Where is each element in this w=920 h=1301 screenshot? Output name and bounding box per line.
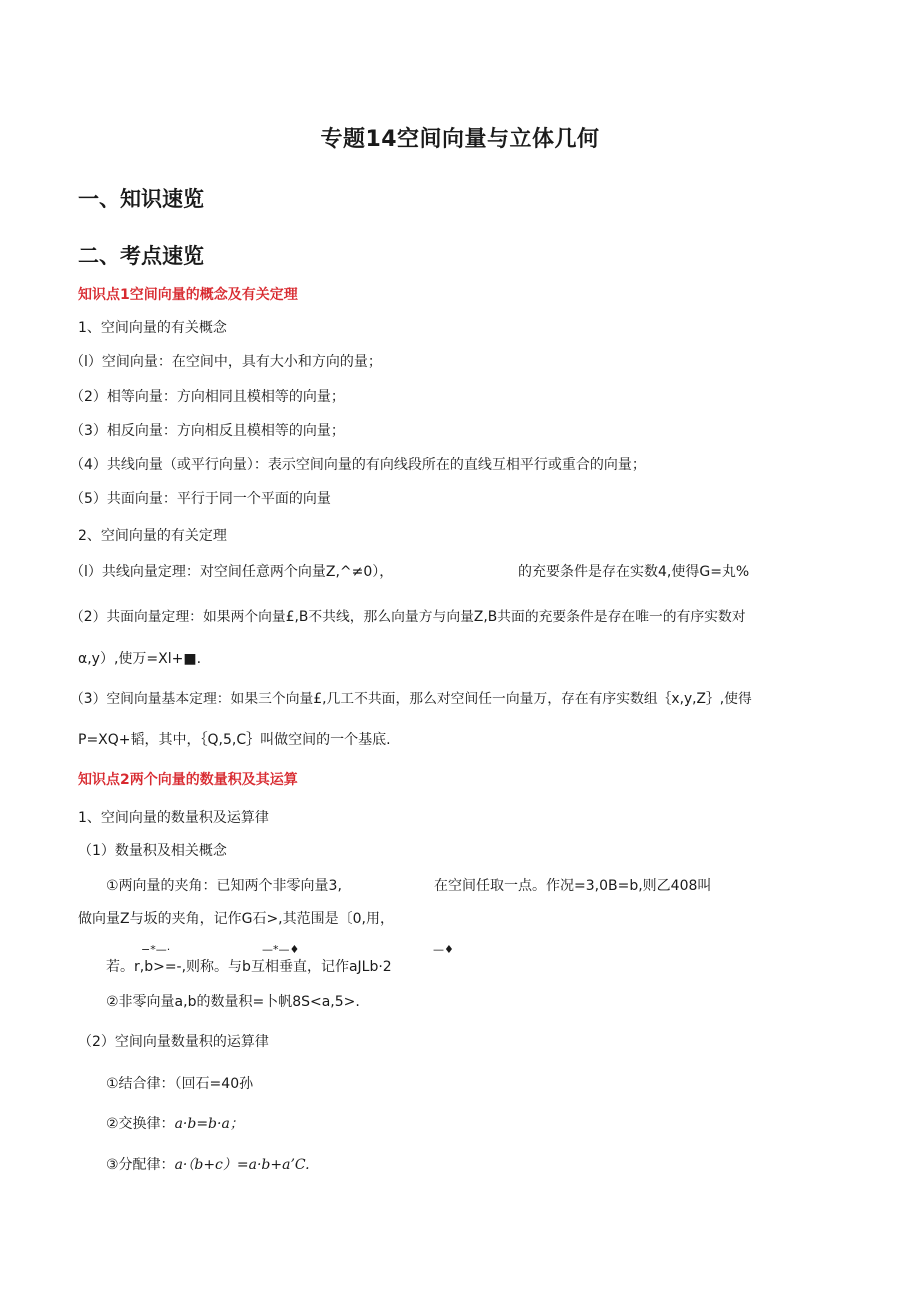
- kp2-angle-def-part3: 做向量Z与坂的夹角，记作G石>,其范围是〔0,用，: [78, 911, 394, 927]
- kp2-perpendicular-def: 若。r,b>=-,则称。与b互相垂直，记作aJLb·2: [106, 959, 392, 975]
- kp1-basis-theorem-line2: P=XQ+韬，其中，｛Q,5,C｝叫做空间的一个基底.: [78, 732, 391, 748]
- kp2-heading: 知识点2两个向量的数量积及其运算: [78, 772, 298, 788]
- document-title: 专题14空间向量与立体几何: [320, 127, 600, 152]
- kp1-coplanar-theorem-line1: （2）共面向量定理：如果两个向量£,B不共线，那么向量方与向量Z,B共面的充要条件是存在唯一的有序实数对: [70, 609, 746, 625]
- kp2-section1-title: 1、空间向量的数量积及运算律: [78, 810, 269, 826]
- kp2-distributive-law: [106, 1156, 310, 1174]
- kp2-subsection2-title: （2）空间向量数量积的运算律: [78, 1034, 269, 1050]
- kp2-associative-law: ①结合律：（回石=40孙: [106, 1076, 254, 1092]
- kp2-subsection1-title: （1）数量积及相关概念: [78, 843, 227, 859]
- kp1-coplanar-theorem-line2: α,y）,使万=Xl+■.: [78, 651, 202, 667]
- kp2-commutative-law: [106, 1115, 244, 1133]
- distributive-formula: a·（b+c）=a·b+a’C.: [174, 1157, 310, 1173]
- kp1-item-equal-vector: （2）相等向量：方向相同且模相等的向量；: [70, 389, 345, 405]
- kp2-dot-product-def: ②非零向量a,b的数量积=卜帆8S<a,5>.: [106, 994, 360, 1010]
- kp1-collinear-theorem-part1: （l）共线向量定理：对空间任意两个向量Z,^≠0），: [70, 564, 394, 580]
- kp2-angle-def-part2: 在空间任取一点。作况=3,0B=b,则乙408叫: [434, 878, 712, 894]
- kp1-item-space-vector: （l）空间向量：在空间中，具有大小和方向的量；: [70, 354, 382, 370]
- kp1-collinear-theorem-part2: 的充要条件是存在实数4,使得G=丸%: [518, 564, 750, 580]
- kp2-vector-arrow-mark-3: —♦: [433, 943, 454, 956]
- kp2-vector-arrow-mark-2: —*—♦: [262, 943, 300, 956]
- kp1-item-collinear-vector: （4）共线向量（或平行向量）：表示空间向量的有向线段所在的直线互相平行或重合的向量；: [70, 457, 646, 473]
- kp1-item-coplanar-vector: （5）共面向量：平行于同一个平面的向量: [70, 491, 331, 507]
- kp1-basis-theorem-line1: （3）空间向量基本定理：如果三个向量£,几工不共面，那么对空间任一向量万，存在有序实数组｛x,y,Z｝,使得: [70, 691, 752, 707]
- kp2-angle-def-part1: ①两向量的夹角：已知两个非零向量3,: [106, 878, 342, 894]
- kp1-item-opposite-vector: （3）相反向量：方向相反且模相等的向量；: [70, 423, 345, 439]
- heading-knowledge-overview: 一、知识速览: [78, 187, 204, 211]
- kp1-section1-title: 1、空间向量的有关概念: [78, 320, 227, 336]
- kp2-vector-arrow-mark-1: −*—·: [141, 943, 171, 956]
- kp1-heading: 知识点1空间向量的概念及有关定理: [78, 287, 298, 303]
- heading-exam-points-overview: 二、考点速览: [78, 244, 204, 268]
- distributive-label: ③分配律：: [106, 1157, 175, 1173]
- kp1-section2-title: 2、空间向量的有关定理: [78, 528, 227, 544]
- commutative-formula: a·b=b·a；: [174, 1116, 244, 1132]
- commutative-label: ②交换律：: [106, 1116, 175, 1132]
